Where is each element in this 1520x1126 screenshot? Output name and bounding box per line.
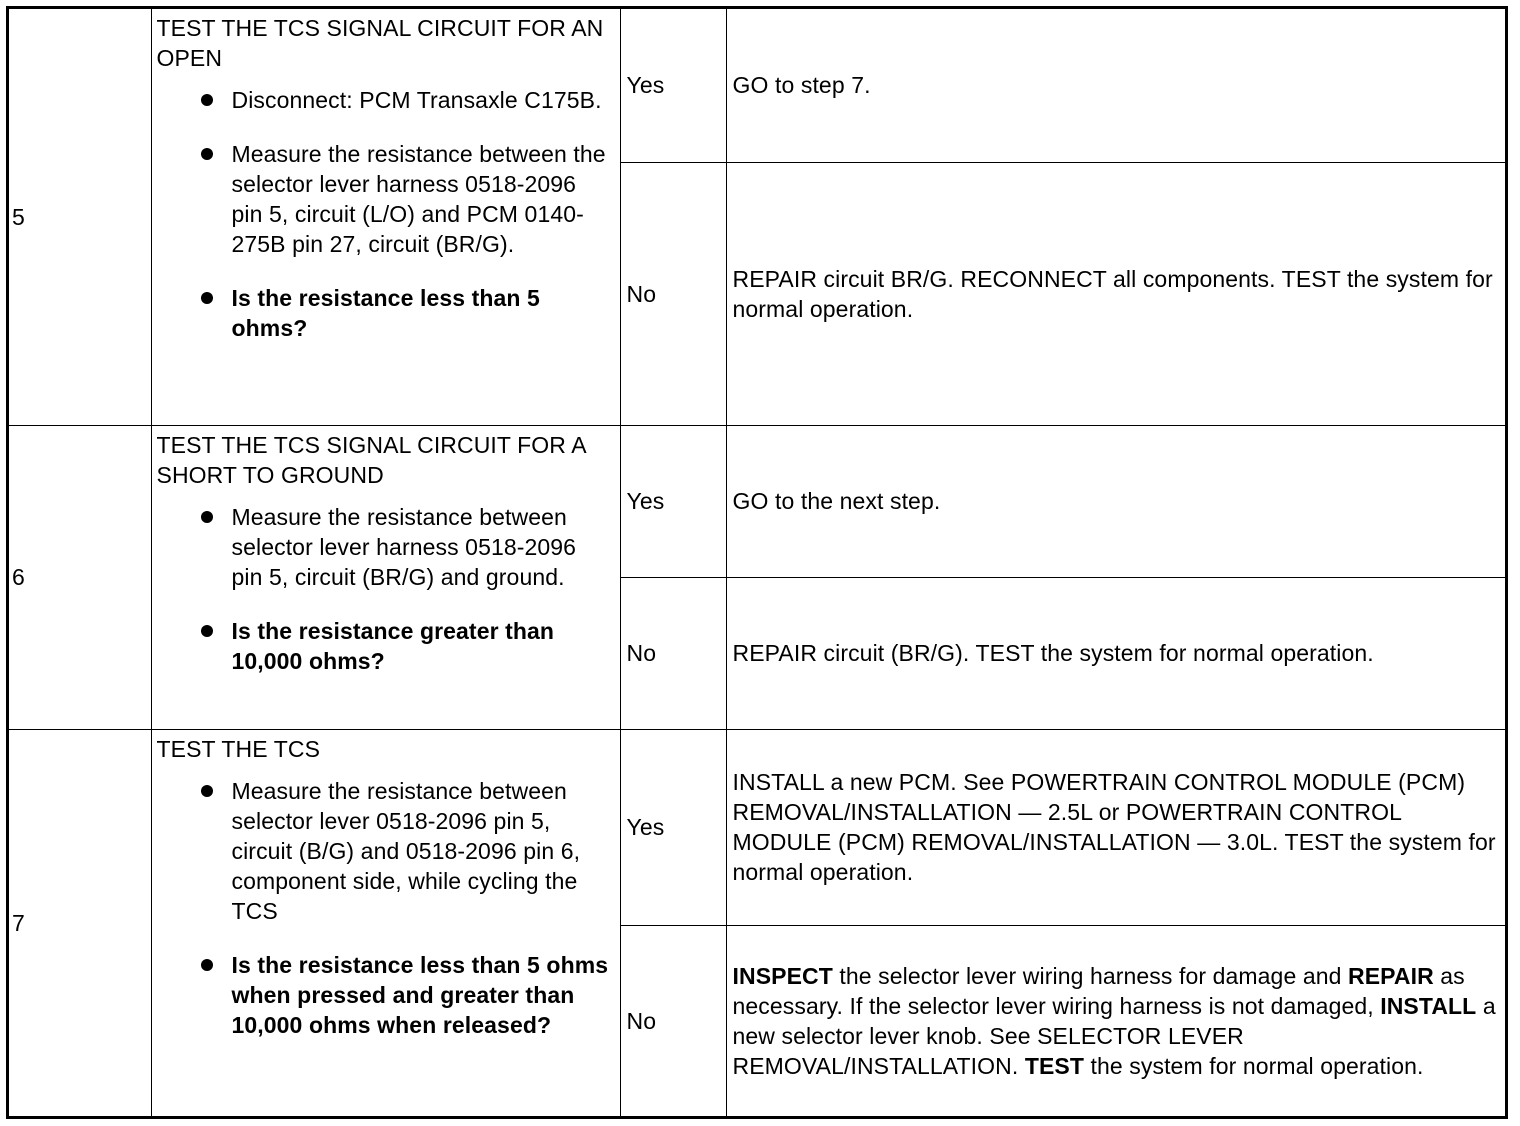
action-yes: GO to step 7.	[726, 9, 1505, 162]
procedure-list	[157, 502, 610, 676]
bullet-icon	[201, 511, 213, 523]
action-keyword: TEST	[1024, 1052, 1085, 1079]
answer-no: No	[620, 577, 726, 729]
action-keyword: INSTALL	[1380, 992, 1477, 1019]
test-procedure	[151, 729, 620, 1116]
bullet-icon	[201, 292, 213, 304]
list-item	[157, 502, 610, 592]
bullet-icon	[201, 94, 213, 106]
test-question: Is the resistance less than 5 ohms when pressed and greater than 10,000 ohms when released?	[231, 951, 609, 1038]
list-item	[157, 283, 610, 343]
diagnostic-sheet	[6, 6, 1508, 1119]
step-number: 7	[9, 729, 151, 1116]
test-title: TEST THE TCS	[156, 735, 321, 762]
test-question: Is the resistance greater than 10,000 ohms?	[231, 617, 555, 674]
test-question: Is the resistance less than 5 ohms?	[231, 285, 540, 341]
procedure-list	[157, 85, 610, 343]
step-number: 5	[9, 9, 151, 425]
list-item	[157, 139, 610, 259]
bullet-icon	[201, 785, 213, 797]
bullet-icon	[201, 625, 213, 637]
pinpoint-test-table	[9, 9, 1505, 1117]
action-text: a new selector lever knob. See SELECTOR LEVER REMOVAL/INSTALLATION.	[732, 992, 1496, 1079]
action-keyword: INSPECT	[732, 962, 833, 989]
table-row	[9, 9, 1505, 162]
test-title: TEST THE TCS SIGNAL CIRCUIT FOR A SHORT TO GROUND	[156, 431, 586, 488]
procedure-list	[157, 776, 610, 1040]
step-number: 6	[9, 425, 151, 729]
list-item	[157, 776, 610, 926]
list-item	[157, 616, 610, 676]
answer-no: No	[620, 925, 726, 1116]
list-item	[157, 950, 610, 1040]
procedure-instruction: Measure the resistance between the selector lever harness 0518-2096 pin 5, circuit (L/O) and PCM 0140-275B pin 27, circuit (BR/G).	[231, 141, 606, 257]
table-row	[9, 425, 1505, 577]
action-no: REPAIR circuit BR/G. RECONNECT all components. TEST the system for normal operation.	[726, 162, 1505, 425]
action-keyword: REPAIR	[1348, 962, 1434, 989]
action-text: as necessary. If the selector lever wiring harness is not damaged,	[732, 962, 1465, 1019]
list-item	[157, 85, 610, 115]
action-yes: INSTALL a new PCM. See POWERTRAIN CONTROL MODULE (PCM) REMOVAL/INSTALLATION — 2.5L or POWERTRAIN CONTROL MODULE (PCM) REMOVAL/INSTALLATION — 3.0L. TEST the system for normal operation.	[726, 729, 1505, 925]
bullet-icon	[201, 959, 213, 971]
action-no	[726, 925, 1505, 1116]
test-title: TEST THE TCS SIGNAL CIRCUIT FOR AN OPEN	[156, 15, 604, 71]
answer-yes: Yes	[620, 9, 726, 162]
test-procedure	[151, 425, 620, 729]
answer-no: No	[620, 162, 726, 425]
answer-yes: Yes	[620, 729, 726, 925]
action-text: the selector lever wiring harness for damage and	[832, 962, 1348, 989]
procedure-instruction: Disconnect: PCM Transaxle C175B.	[231, 87, 602, 113]
answer-yes: Yes	[620, 425, 726, 577]
procedure-instruction: Measure the resistance between selector lever 0518-2096 pin 5, circuit (B/G) and 0518-2096 pin 6, component side, while cycling the TCS	[231, 777, 581, 924]
action-yes: GO to the next step.	[726, 425, 1505, 577]
table-row	[9, 729, 1505, 925]
action-text: the system for normal operation.	[1084, 1052, 1424, 1079]
action-no: REPAIR circuit (BR/G). TEST the system for normal operation.	[726, 577, 1505, 729]
bullet-icon	[201, 148, 213, 160]
procedure-instruction: Measure the resistance between selector lever harness 0518-2096 pin 5, circuit (BR/G) and ground.	[231, 503, 577, 590]
test-procedure	[151, 9, 620, 425]
